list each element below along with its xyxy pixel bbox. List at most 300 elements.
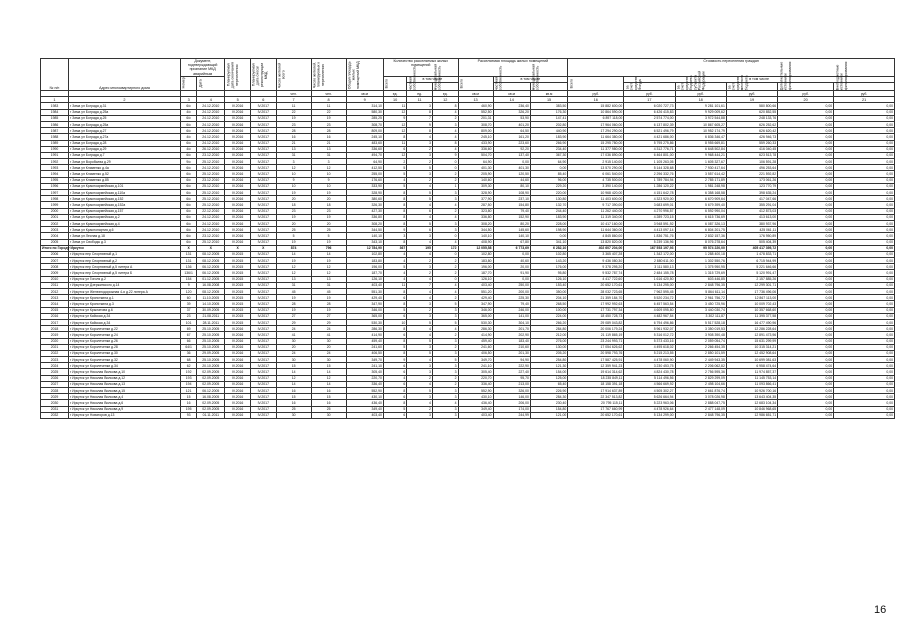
table-cell: 12: [276, 375, 311, 381]
table-cell: 336,80: [458, 214, 493, 220]
table-cell: 11 093 866,41: [726, 381, 777, 387]
table-cell: г Иркутск ул Железнодорожная 4-я д.22 литера А: [68, 289, 180, 295]
table-cell: 9: [407, 121, 433, 127]
table-cell: 1 478 833,71: [726, 251, 777, 257]
table-cell: 0,00: [834, 190, 895, 196]
table-cell: г Зима ул Бограда д.25а: [68, 121, 180, 127]
unit-cell: кв.м: [493, 91, 530, 97]
table-cell: 3: [432, 190, 458, 196]
table-cell: 02.09.2005: [197, 400, 225, 406]
table-cell: 406,50: [346, 350, 383, 356]
table-cell: 344,50: [346, 227, 383, 233]
table-cell: 23.12.2010: [197, 233, 225, 239]
table-cell: 10 846 968,65: [726, 406, 777, 412]
table-cell: IV.2015: [225, 313, 251, 319]
table-cell: 15 631 299,99: [726, 338, 777, 344]
table-cell: 196,00: [458, 264, 493, 270]
table-cell: Итого по Городу Иркутск: [42, 246, 84, 251]
table-cell: 234,40: [530, 146, 567, 152]
table-cell: 401,30: [493, 165, 530, 171]
table-cell: 5: [407, 190, 433, 196]
table-cell: 417 047,66: [726, 196, 777, 202]
table-cell: 414,90: [458, 332, 493, 338]
table-cell: 12: [311, 264, 346, 270]
table-cell: 137,40: [493, 152, 530, 158]
table-cell: 60: [180, 295, 196, 301]
table-cell: 41: [311, 332, 346, 338]
table-cell: г Зима ул Краснопартия д.6: [68, 227, 180, 233]
table-cell: 10 952 174,79: [675, 128, 726, 134]
table-cell: 4: [407, 381, 433, 387]
table-cell: 3: [432, 307, 458, 313]
table-cell: 6 715 944,99: [726, 258, 777, 264]
table-cell: 347,90: [458, 301, 493, 307]
table-cell: 6/с: [180, 128, 196, 134]
table-cell: 6/с: [180, 233, 196, 239]
table-cell: IV.2016: [225, 202, 251, 208]
unit-cell: кв.м: [346, 91, 383, 97]
table-cell: 4 323 920,00: [624, 196, 675, 202]
table-cell: 10: [383, 319, 406, 325]
table-cell: 4 609 095,80: [624, 307, 675, 313]
table-cell: 241,60: [458, 344, 493, 350]
table-cell: 13 820 820,00: [568, 239, 624, 245]
table-cell: 1987: [41, 128, 69, 134]
table-cell: 2025: [41, 369, 69, 375]
table-cell: 6 464 801,00: [624, 152, 675, 158]
table-cell: 3: [432, 338, 458, 344]
table-cell: 2: [432, 258, 458, 264]
table-cell: 6 804 201,75: [675, 227, 726, 233]
table-cell: 6: [407, 227, 433, 233]
table-cell: 132,70: [530, 202, 567, 208]
table-cell: 5 961 932,07: [624, 326, 675, 332]
table-cell: 4: [432, 128, 458, 134]
table-cell: 12 986 651,71: [726, 412, 777, 418]
table-cell: 8: [383, 196, 406, 202]
table-cell: 4: [407, 276, 433, 282]
table-cell: 17 731 797,34: [568, 307, 624, 313]
table-cell: 12 784,90: [346, 245, 383, 251]
table-cell: IV.2016: [225, 196, 251, 202]
table-cell: IV.2016: [225, 406, 251, 412]
table-cell: 0,00: [493, 251, 530, 257]
col-offbudget-header: Внебюджетные источники финансирования: [834, 83, 895, 91]
table-cell: 0,00: [834, 326, 895, 332]
table-cell: 0,00: [778, 264, 834, 270]
resettlement-register-table: [40, 58, 895, 419]
table-cell: 530,30: [458, 319, 493, 325]
table-cell: 23.12.2010: [197, 152, 225, 158]
table-cell: 414,90: [346, 332, 383, 338]
table-cell: 308,20: [458, 220, 493, 226]
table-cell: 0,00: [778, 326, 834, 332]
table-cell: 0,00: [778, 357, 834, 363]
table-cell: 17 992 992,63: [568, 301, 624, 307]
table-cell: 15 882 600,00: [568, 103, 624, 109]
table-cell: IV.2016: [225, 400, 251, 406]
table-cell: 0,00: [834, 344, 895, 350]
table-cell: 0,00: [530, 233, 567, 239]
table-cell: 2 829 299,09: [675, 375, 726, 381]
table-cell: 254,80: [530, 357, 567, 363]
table-cell: 126,10: [458, 276, 493, 282]
table-cell: 4: [432, 400, 458, 406]
table-cell: 69: [180, 326, 196, 332]
unit-cell: руб.: [726, 91, 777, 97]
table-cell: 79,40: [493, 301, 530, 307]
table-cell: IV.2017: [250, 406, 276, 412]
table-cell: 12: [383, 152, 406, 158]
table-cell: 19: [276, 307, 311, 313]
table-cell: 0,00: [834, 394, 895, 400]
table-cell: 126,10: [346, 276, 383, 282]
table-cell: 1 836 751,76: [624, 233, 675, 239]
table-cell: 220,00: [530, 190, 567, 196]
table-cell: 2 848 796,35: [675, 412, 726, 418]
table-cell: г Иркутск ул Кайская д.34: [68, 319, 180, 325]
table-cell: 226,90: [530, 388, 567, 394]
table-cell: 4 566 669,92: [624, 381, 675, 387]
table-cell: 5 120 991,47: [726, 270, 777, 276]
table-cell: 80,20: [493, 220, 530, 226]
table-cell: IV.2016: [225, 239, 251, 245]
table-cell: 9 436 080,30: [568, 258, 624, 264]
table-cell: 6 836 346,47: [675, 134, 726, 140]
col-doc-number-header: Номер: [180, 76, 196, 90]
table-cell: 4 151 642,78: [624, 190, 675, 196]
table-cell: 39: [180, 301, 196, 307]
col-regional-header: за счет средств бюджета субъекта Российской Федерации: [675, 83, 726, 91]
table-cell: 0,00: [778, 276, 834, 282]
column-number: 20: [778, 97, 834, 103]
table-cell: 286,30: [346, 326, 383, 332]
table-cell: г Зима ул Бограда д.28: [68, 140, 180, 146]
table-cell: 126,10: [530, 276, 567, 282]
column-number: 17: [624, 97, 675, 103]
table-cell: г Зима ул Лесная д.18: [68, 233, 180, 239]
table-cell: 19: [276, 214, 311, 220]
table-cell: 328,90: [346, 190, 383, 196]
table-cell: 02.09.2005: [197, 406, 225, 412]
table-cell: IV.2016: [225, 190, 251, 196]
table-cell: 20,00: [493, 264, 530, 270]
table-cell: 6/с: [180, 183, 196, 189]
table-cell: 17 914 637,89: [568, 388, 624, 394]
table-cell: 183,40: [493, 338, 530, 344]
table-cell: 244,40: [530, 208, 567, 214]
table-cell: 2013: [41, 295, 69, 301]
table-cell: IV.2016: [225, 375, 251, 381]
table-cell: 62: [180, 363, 196, 369]
table-cell: 377,90: [458, 196, 493, 202]
table-cell: 0,00: [834, 177, 895, 183]
table-cell: 6/с: [180, 208, 196, 214]
table-cell: г Иркутск ул Николая Вилкова д.6: [68, 400, 180, 406]
table-cell: 3: [407, 264, 433, 270]
table-cell: IV.2017: [250, 239, 276, 245]
table-cell: 4 495 618,02: [624, 344, 675, 350]
unit-cell: кв.м: [458, 91, 493, 97]
table-cell: 3 557 614,42: [675, 171, 726, 177]
table-cell: 0: [432, 233, 458, 239]
table-cell: IV.2015: [225, 307, 251, 313]
table-cell: 4: [407, 134, 433, 140]
table-cell: 245,10: [346, 134, 383, 140]
table-cell: 413 613,00: [726, 214, 777, 220]
table-cell: 8: [383, 350, 406, 356]
table-cell: 4 505 302,27: [624, 388, 675, 394]
table-cell: 44,60: [493, 177, 530, 183]
table-cell: 2: [432, 208, 458, 214]
table-cell: 4 845 860,00: [568, 233, 624, 239]
table-cell: 3: [432, 313, 458, 319]
table-cell: г Иркутск ул Королеченки д.34: [68, 363, 180, 369]
table-cell: 0,00: [834, 109, 895, 115]
table-cell: г Зима ул Клименко д.4а: [68, 165, 180, 171]
table-cell: IV.2016: [225, 350, 251, 356]
table-cell: 12: [276, 270, 311, 276]
table-cell: 19: [311, 307, 346, 313]
table-cell: 8: [383, 301, 406, 307]
table-cell: IV.2015: [225, 258, 251, 264]
table-cell: г Зима ул Красноармейская д.152а: [68, 202, 180, 208]
table-cell: 3: [383, 233, 406, 239]
table-cell: 0,00: [834, 239, 895, 245]
table-cell: 4 478 926,64: [624, 406, 675, 412]
table-cell: 0,00: [834, 295, 895, 301]
table-cell: 4: [432, 146, 458, 152]
table-cell: 0,00: [834, 227, 895, 233]
col-additional-header: Дополнительные источники финансирования: [778, 83, 834, 91]
table-cell: 3: [276, 159, 311, 165]
table-cell: 204,10: [530, 295, 567, 301]
table-cell: 02.09.2005: [197, 381, 225, 387]
table-cell: 0: [432, 165, 458, 171]
table-cell: 0,00: [778, 363, 834, 369]
table-cell: 29: [311, 319, 346, 325]
table-cell: г Зима ул Бограда д.25: [68, 115, 180, 121]
table-cell: 11 644 360,00: [568, 227, 624, 233]
table-cell: 6/с: [180, 220, 196, 226]
table-cell: 95 574 220,00: [675, 245, 726, 251]
table-cell: IV.2017: [250, 109, 276, 115]
table-cell: 0,00: [778, 159, 834, 165]
table-cell: 121,00: [530, 412, 567, 418]
table-cell: 24.12.2010: [197, 134, 225, 140]
table-cell: 5: [407, 220, 433, 226]
column-number: 21: [834, 97, 895, 103]
table-cell: 5: [407, 388, 433, 394]
table-cell: 20: [311, 220, 346, 226]
table-cell: 430,10: [458, 394, 493, 400]
table-cell: 28: [276, 128, 311, 134]
table-cell: IV.2017: [250, 350, 276, 356]
table-cell: 6/с: [180, 227, 196, 233]
table-cell: IV.2017: [250, 140, 276, 146]
table-cell: 8: [383, 202, 406, 208]
table-cell: 121,30: [530, 363, 567, 369]
table-cell: 01.11.2011: [197, 412, 225, 418]
table-cell: 28 032 723,65: [568, 289, 624, 295]
table-cell: 131: [180, 258, 196, 264]
table-cell: 13: [276, 276, 311, 282]
table-cell: 367,30: [530, 152, 567, 158]
table-cell: 530,30: [346, 319, 383, 325]
table-cell: 3: [407, 344, 433, 350]
table-cell: г Иркутск ул Кропоткина д.1: [68, 295, 180, 301]
table-cell: 336,80: [346, 214, 383, 220]
table-cell: 6: [383, 295, 406, 301]
col-area-total-header: Всего: [458, 76, 493, 90]
table-cell: 6/с: [180, 239, 196, 245]
table-cell: 16: [276, 388, 311, 394]
table-cell: г Иркутск ул Дзержинского д.14: [68, 282, 180, 288]
table-cell: 202,80: [530, 121, 567, 127]
table-cell: 552,90: [346, 388, 383, 394]
table-cell: 429,40: [458, 295, 493, 301]
table-cell: 27: [311, 313, 346, 319]
table-cell: 4: [407, 183, 433, 189]
table-cell: 4: [432, 214, 458, 220]
unit-cell: руб.: [834, 91, 895, 97]
table-cell: 0,00: [834, 264, 895, 270]
table-cell: 4: [407, 251, 433, 257]
table-cell: 21: [311, 140, 346, 146]
table-cell: IV.2017: [250, 276, 276, 282]
table-cell: 14: [276, 381, 311, 387]
table-cell: 16: [311, 388, 346, 394]
table-cell: 172: [432, 245, 458, 251]
table-cell: 2030: [41, 400, 69, 406]
table-cell: 236,40: [493, 103, 530, 109]
table-cell: 403,40: [458, 282, 493, 288]
table-cell: IV.2015: [225, 282, 251, 288]
table-cell: 0,00: [834, 165, 895, 171]
table-cell: 8: [383, 388, 406, 394]
table-cell: 2009: [41, 270, 69, 276]
table-cell: 2: [407, 375, 433, 381]
table-cell: 4: [383, 177, 406, 183]
table-cell: 2026: [41, 375, 69, 381]
table-cell: 5 520 234,72: [624, 295, 675, 301]
table-cell: 30: [311, 412, 346, 418]
table-cell: 1 288 400,18: [675, 251, 726, 257]
table-cell: IV.2016: [225, 363, 251, 369]
table-cell: 12: [311, 165, 346, 171]
table-cell: 0,00: [834, 103, 895, 109]
table-cell: 12: [276, 165, 311, 171]
table-cell: 213,00: [493, 381, 530, 387]
table-cell: 85,40: [530, 171, 567, 177]
table-cell: 494,70: [346, 152, 383, 158]
table-cell: 13 570 290,00: [568, 165, 624, 171]
table-cell: 0: [432, 159, 458, 165]
table-cell: 6 358 168,58: [675, 190, 726, 196]
table-cell: г Иркутск ул Николая Вилкова д.13: [68, 381, 180, 387]
table-cell: 304,10: [493, 319, 530, 325]
table-cell: 16.08.2005: [197, 394, 225, 400]
table-cell: 5 215 213,55: [624, 350, 675, 356]
table-cell: 06.12.2005: [197, 388, 225, 394]
table-cell: 227,40: [493, 369, 530, 375]
col-plan-demolish-header: Планируемая дата сноса/ реконструкции МКД: [250, 59, 276, 91]
table-cell: 2022: [41, 350, 69, 356]
table-cell: 0,00: [834, 121, 895, 127]
table-cell: IV.2016: [225, 388, 251, 394]
table-cell: 248 133,76: [726, 115, 777, 121]
table-cell: IV.2017: [250, 214, 276, 220]
table-cell: г Иркутск ул Николая Вилкова д.15: [68, 388, 180, 394]
table-cell: г Зима ул Красноармейская д.110а: [68, 190, 180, 196]
table-cell: 3: [311, 159, 346, 165]
table-cell: 24: [276, 350, 311, 356]
table-cell: 9: [432, 152, 458, 158]
table-cell: 40,60: [493, 258, 530, 264]
table-cell: 4 735 500,00: [568, 177, 624, 183]
column-number: 6: [250, 97, 276, 103]
table-cell: 5 223 963,06: [624, 400, 675, 406]
table-cell: г Зима ул Клименко д.52: [68, 171, 180, 177]
table-cell: 2: [407, 307, 433, 313]
table-cell: 136/1: [180, 270, 196, 276]
table-cell: 4: [407, 202, 433, 208]
table-cell: 08.12.2005: [197, 258, 225, 264]
table-cell: 221 592,82: [726, 171, 777, 177]
table-cell: 2 915 140,00: [568, 159, 624, 165]
table-cell: 27: [276, 313, 311, 319]
table-cell: IV.2017: [250, 115, 276, 121]
table-cell: 504,70: [458, 152, 493, 158]
table-cell: IV.2016: [225, 338, 251, 344]
table-cell: г Иркутск пер Спортивный д.2: [68, 258, 180, 264]
table-cell: 11: [383, 282, 406, 288]
table-cell: 195: [180, 406, 196, 412]
table-cell: IV.2017: [250, 412, 276, 418]
table-cell: 0,00: [778, 350, 834, 356]
table-cell: 13 643 404,35: [726, 394, 777, 400]
table-cell: 26.12.2010: [197, 146, 225, 152]
table-cell: 0,00: [778, 369, 834, 375]
table-cell: 20 795 115,11: [568, 400, 624, 406]
table-cell: 64,50: [493, 128, 530, 134]
table-cell: 11 974 857,37: [726, 369, 777, 375]
table-cell: 365,00: [458, 313, 493, 319]
table-cell: 10 315 314,21: [726, 344, 777, 350]
table-cell: 183,90: [530, 134, 567, 140]
table-cell: 02.09.2005: [197, 369, 225, 375]
table-cell: 5: [432, 319, 458, 325]
column-number: 8: [311, 97, 346, 103]
table-cell: 405 417 395,72: [726, 245, 777, 251]
table-cell: 6: [383, 313, 406, 319]
table-cell: 12 452 908,64: [726, 350, 777, 356]
table-cell: 1988: [41, 134, 69, 140]
table-cell: 20: [311, 196, 346, 202]
table-cell: IV.2016: [225, 227, 251, 233]
table-cell: 9: [311, 177, 346, 183]
table-cell: 15 295 780,00: [568, 140, 624, 146]
table-cell: 24.12.2010: [197, 115, 225, 121]
table-cell: 08.12.2005: [197, 251, 225, 257]
table-cell: 5: [383, 344, 406, 350]
table-cell: 2: [432, 171, 458, 177]
table-cell: 20: [276, 196, 311, 202]
table-cell: 0,00: [778, 109, 834, 115]
table-cell: 346,00: [346, 307, 383, 313]
table-cell: 30: [276, 338, 311, 344]
table-cell: 2 449 943,35: [675, 357, 726, 363]
